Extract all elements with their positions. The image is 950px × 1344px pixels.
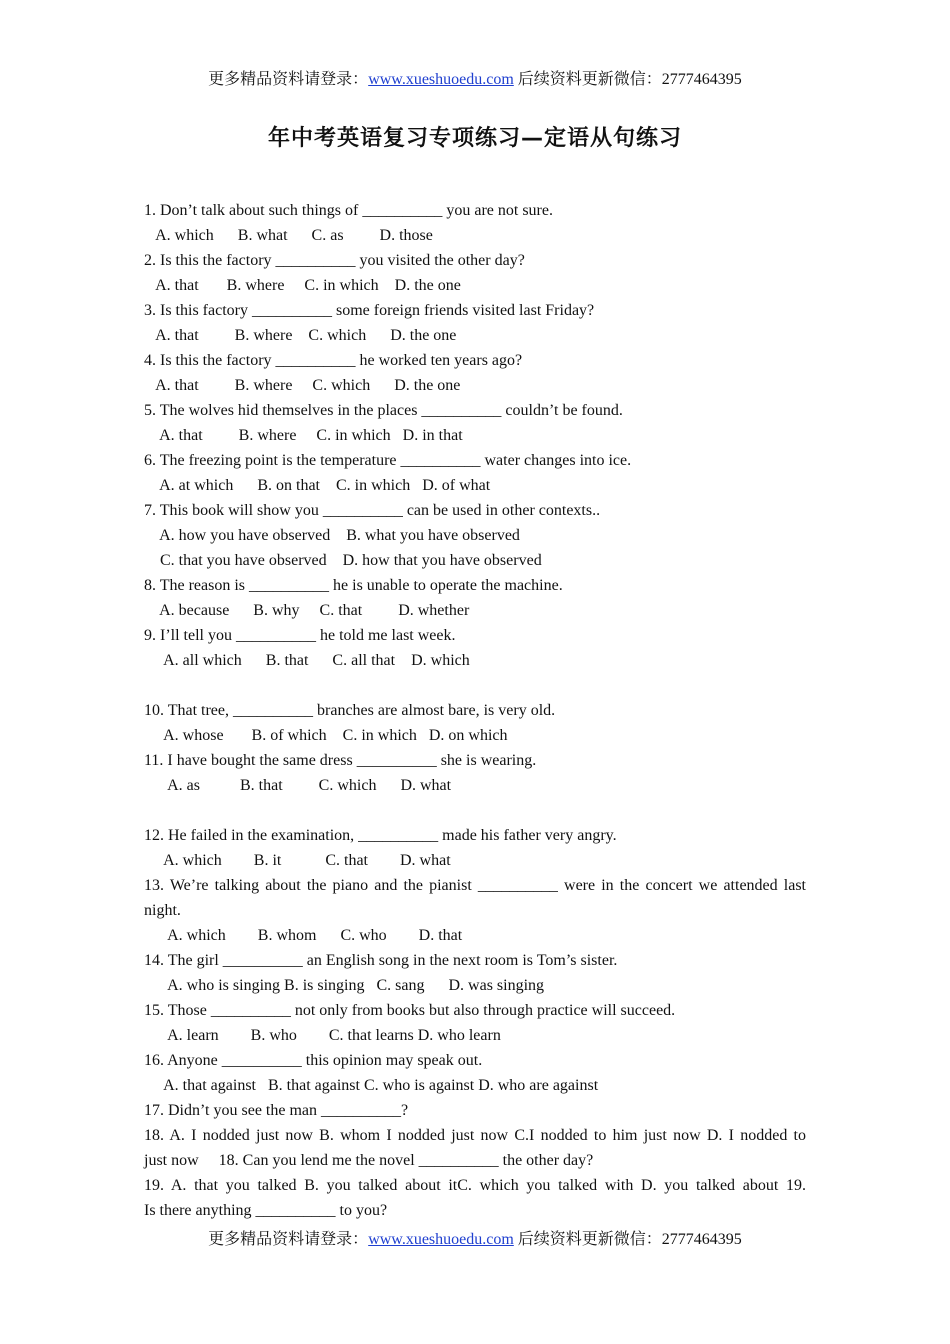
options-line: A. that against B. that against C. who is against D. who are against bbox=[144, 1077, 599, 1094]
options-line: C. that you have observed D. how that you have observed bbox=[144, 552, 542, 569]
exercise-body bbox=[144, 198, 806, 1223]
options-line: A. all which B. that C. all that D. which bbox=[144, 652, 470, 669]
options-line: A. that B. where C. which D. the one bbox=[144, 327, 457, 344]
question-line: 14. The girl __________ an English song in the next room is Tom’s sister. bbox=[144, 952, 618, 969]
options-line: A. which B. what C. as D. those bbox=[144, 227, 433, 244]
options-line: A. because B. why C. that D. whether bbox=[144, 602, 470, 619]
mixed-line: 18. A. I nodded just now B. whom I nodded just now C.I nodded to him just now D. I nodded to bbox=[144, 1127, 806, 1144]
header-link[interactable]: www.xueshuoedu.com bbox=[368, 71, 514, 88]
options-line: A. that B. where C. in which D. in that bbox=[144, 427, 463, 444]
options-line: A. which B. whom C. who D. that bbox=[144, 927, 463, 944]
options-line: A. how you have observed B. what you have observed bbox=[144, 527, 520, 544]
options-line: A. whose B. of which C. in which D. on which bbox=[144, 727, 508, 744]
question-line: 10. That tree, __________ branches are almost bare, is very old. bbox=[144, 702, 556, 719]
header-prefix: 更多精品资料请登录： bbox=[208, 71, 369, 88]
question-line: 15. Those __________ not only from books but also through practice will succeed. bbox=[144, 1002, 676, 1019]
question-line: 4. Is this the factory __________ he worked ten years ago? bbox=[144, 352, 523, 369]
question-line: 2. Is this the factory __________ you visited the other day? bbox=[144, 252, 525, 269]
question-line: 5. The wolves hid themselves in the places __________ couldn’t be found. bbox=[144, 402, 623, 419]
question-line: 12. He failed in the examination, __________ made his father very angry. bbox=[144, 827, 617, 844]
page-header bbox=[0, 66, 950, 89]
mixed-line: just now 18. Can you lend me the novel __________ the other day? bbox=[144, 1152, 594, 1169]
options-line: A. which B. it C. that D. what bbox=[144, 852, 451, 869]
question-line: 1. Don’t talk about such things of __________ you are not sure. bbox=[144, 202, 553, 219]
question-line: 17. Didn’t you see the man __________? bbox=[144, 1102, 409, 1119]
question-line: Is there anything __________ to you? bbox=[144, 1202, 388, 1219]
options-line: A. at which B. on that C. in which D. of what bbox=[144, 477, 491, 494]
mixed-line: 19. A. that you talked B. you talked about itC. which you talked with D. you talked about 19. bbox=[144, 1177, 806, 1194]
blank-line bbox=[144, 798, 806, 823]
footer-suffix: 后续资料更新微信：2777464395 bbox=[513, 1231, 742, 1248]
question-line-continued: night. bbox=[144, 902, 181, 919]
options-line: A. that B. where C. in which D. the one bbox=[144, 277, 461, 294]
header-suffix: 后续资料更新微信：2777464395 bbox=[513, 71, 742, 88]
question-line: 13. We’re talking about the piano and the pianist __________ were in the concert we attended last bbox=[144, 877, 806, 894]
options-line: A. who is singing B. is singing C. sang D. was singing bbox=[144, 977, 545, 994]
blank-line bbox=[144, 673, 806, 698]
question-line: 11. I have bought the same dress __________ she is wearing. bbox=[144, 752, 537, 769]
question-line: 16. Anyone __________ this opinion may speak out. bbox=[144, 1052, 483, 1069]
footer-link[interactable]: www.xueshuoedu.com bbox=[368, 1231, 514, 1248]
question-line: 7. This book will show you __________ can be used in other contexts.. bbox=[144, 502, 601, 519]
page-title: 年中考英语复习专项练习—定语从句练习 bbox=[267, 126, 682, 151]
question-line: 6. The freezing point is the temperature __________ water changes into ice. bbox=[144, 452, 632, 469]
question-line: 3. Is this factory __________ some foreign friends visited last Friday? bbox=[144, 302, 595, 319]
options-line: A. that B. where C. which D. the one bbox=[144, 377, 461, 394]
footer-prefix: 更多精品资料请登录： bbox=[208, 1231, 369, 1248]
question-line: 9. I’ll tell you __________ he told me last week. bbox=[144, 627, 456, 644]
page-footer bbox=[0, 1226, 950, 1249]
question-line: 8. The reason is __________ he is unable to operate the machine. bbox=[144, 577, 563, 594]
options-line: A. learn B. who C. that learns D. who learn bbox=[144, 1027, 501, 1044]
options-line: A. as B. that C. which D. what bbox=[144, 777, 452, 794]
